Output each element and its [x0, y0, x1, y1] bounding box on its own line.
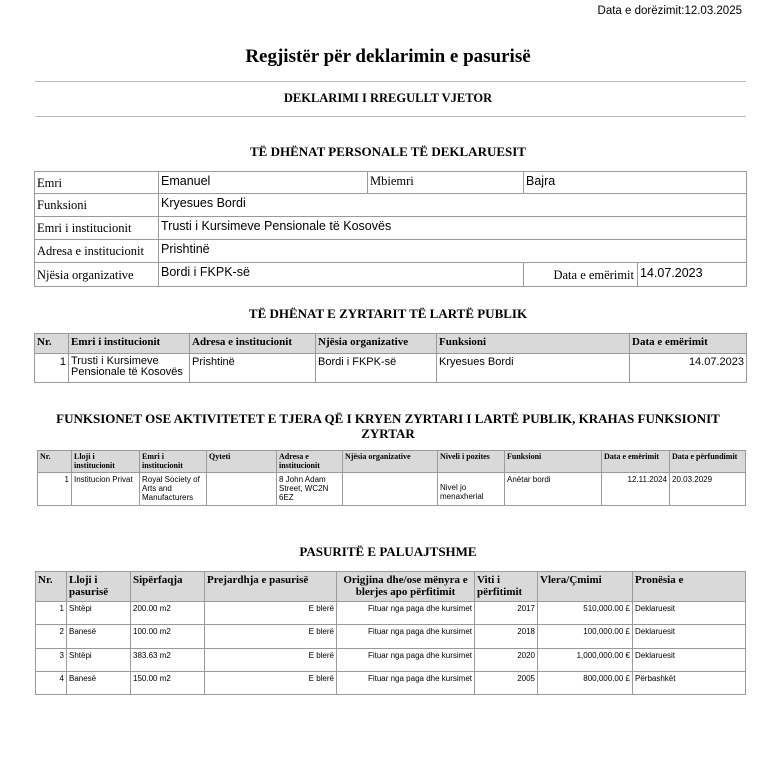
header-cell: Lloji i pasurisë [67, 572, 131, 602]
table-cell: Përbashkët [633, 672, 746, 695]
table-cell: E blerë [205, 625, 337, 649]
table-cell: Deklaruesit [633, 625, 746, 649]
header-cell: Funksioni [505, 451, 602, 473]
table-cell: Nivel jo menaxherial [438, 473, 505, 506]
unit-label: Njësia organizative [35, 263, 159, 287]
header-cell: Origjina dhe/ose mënyra e blerjes apo përfitimit [337, 572, 475, 602]
table-cell: E blerë [205, 649, 337, 672]
table-cell [343, 473, 438, 506]
table-cell: Banesë [67, 672, 131, 695]
table-cell: Trusti i Kursimeve Pensionale të Kosovës [69, 354, 190, 383]
table-cell: 200.00 m2 [131, 602, 205, 625]
first-name-value: Emanuel [159, 172, 368, 194]
table-cell: 2018 [475, 625, 538, 649]
table-cell: Royal Society of Arts and Manufacturers [140, 473, 207, 506]
function-label: Funksioni [35, 194, 159, 217]
table-cell: 3 [36, 649, 67, 672]
table-cell: 1 [36, 602, 67, 625]
last-name-value: Bajra [524, 172, 747, 194]
header-cell: Data e emërimit [602, 451, 670, 473]
table-cell: 383.63 m2 [131, 649, 205, 672]
header-cell: Lloji i institucionit [72, 451, 140, 473]
assets-table [35, 571, 746, 695]
table-cell: 1 [38, 473, 72, 506]
first-name-label: Emri [35, 172, 159, 194]
assets-heading: PASURITË E PALUAJTSHME [299, 544, 477, 559]
other-functions-heading: FUNKSIONET OSE AKTIVITETET E TJERA QË I KRYEN ZYRTARI I LARTË PUBLIK, KRAHAS FUNKSIONIT ZYRTAR [56, 411, 720, 441]
table-cell: 100.00 m2 [131, 625, 205, 649]
table-cell: Institucion Privat [72, 473, 140, 506]
table-cell: 150.00 m2 [131, 672, 205, 695]
table-cell: Fituar nga paga dhe kursimet [337, 625, 475, 649]
function-value: Kryesues Bordi [159, 194, 747, 217]
table-cell: 2 [36, 625, 67, 649]
header-cell: Data e emërimit [630, 334, 747, 354]
header-cell: Vlera/Çmimi [538, 572, 633, 602]
page-title: Regjistër për deklarimin e pasurisë [245, 46, 531, 67]
table-cell: Prishtinë [190, 354, 316, 383]
submission-date: Data e dorëzimit:12.03.2025 [597, 5, 742, 17]
institution-value: Trusti i Kursimeve Pensionale të Kosovës [159, 217, 747, 240]
table-cell: 4 [36, 672, 67, 695]
table-cell: 20.03.2029 [670, 473, 746, 506]
header-cell: Sipërfaqja [131, 572, 205, 602]
header-cell: Adresa e institucionit [277, 451, 343, 473]
appointment-date-value: 14.07.2023 [638, 263, 747, 287]
unit-value: Bordi i FKPK-së [159, 263, 524, 287]
table-cell: Deklaruesit [633, 602, 746, 625]
header-cell: Viti i përfitimit [475, 572, 538, 602]
header-cell: Adresa e institucionit [190, 334, 316, 354]
table-cell: 2020 [475, 649, 538, 672]
table-cell: E blerë [205, 602, 337, 625]
other-functions-table [37, 450, 746, 506]
page-subtitle: DEKLARIMI I RREGULLT VJETOR [283, 91, 493, 105]
table-cell: E blerë [205, 672, 337, 695]
header-cell: Pronësia e [633, 572, 746, 602]
institution-label: Emri i institucionit [35, 217, 159, 240]
table-cell: 800,000.00 £ [538, 672, 633, 695]
table-cell: Banesë [67, 625, 131, 649]
header-cell: Niveli i pozites [438, 451, 505, 473]
header-cell: Data e përfundimit [670, 451, 746, 473]
header-cell: Njësia organizative [316, 334, 437, 354]
header-cell: Prejardhja e pasurisë [205, 572, 337, 602]
official-heading: TË DHËNAT E ZYRTARIT TË LARTË PUBLIK [248, 306, 528, 321]
table-cell: 14.07.2023 [630, 354, 747, 383]
table-cell: 2017 [475, 602, 538, 625]
table-cell: 510,000.00 £ [538, 602, 633, 625]
personal-heading: TË DHËNAT PERSONALE TË DEKLARUESIT [250, 144, 526, 159]
table-cell: 1 [35, 354, 69, 383]
last-name-label: Mbiemri [368, 172, 524, 194]
table-cell: Shtëpi [67, 602, 131, 625]
table-cell: Bordi i FKPK-së [316, 354, 437, 383]
table-cell: Fituar nga paga dhe kursimet [337, 649, 475, 672]
divider [35, 81, 746, 82]
appointment-date-label: Data e emërimit [524, 263, 638, 287]
header-cell: Nr. [35, 334, 69, 354]
header-cell: Funksioni [437, 334, 630, 354]
table-cell [207, 473, 277, 506]
table-cell: 12.11.2024 [602, 473, 670, 506]
official-table [34, 333, 747, 383]
personal-table [34, 171, 747, 287]
address-value: Prishtinë [159, 240, 747, 263]
table-cell: Shtëpi [67, 649, 131, 672]
header-cell: Emri i institucionit [69, 334, 190, 354]
header-cell: Nr. [36, 572, 67, 602]
table-cell: Kryesues Bordi [437, 354, 630, 383]
table-cell: Deklaruesit [633, 649, 746, 672]
divider [35, 116, 746, 117]
table-cell: Fituar nga paga dhe kursimet [337, 672, 475, 695]
header-cell: Nr. [38, 451, 72, 473]
header-cell: Emri i institucionit [140, 451, 207, 473]
header-cell: Qyteti [207, 451, 277, 473]
table-cell: 8 John Adam Street, WC2N 6EZ [277, 473, 343, 506]
table-cell: 1,000,000.00 € [538, 649, 633, 672]
table-cell: Anëtar bordi [505, 473, 602, 506]
table-cell: 2005 [475, 672, 538, 695]
header-cell: Njësia organizative [343, 451, 438, 473]
address-label: Adresa e institucionit [35, 240, 159, 263]
table-cell: 100,000.00 £ [538, 625, 633, 649]
table-cell: Fituar nga paga dhe kursimet [337, 602, 475, 625]
